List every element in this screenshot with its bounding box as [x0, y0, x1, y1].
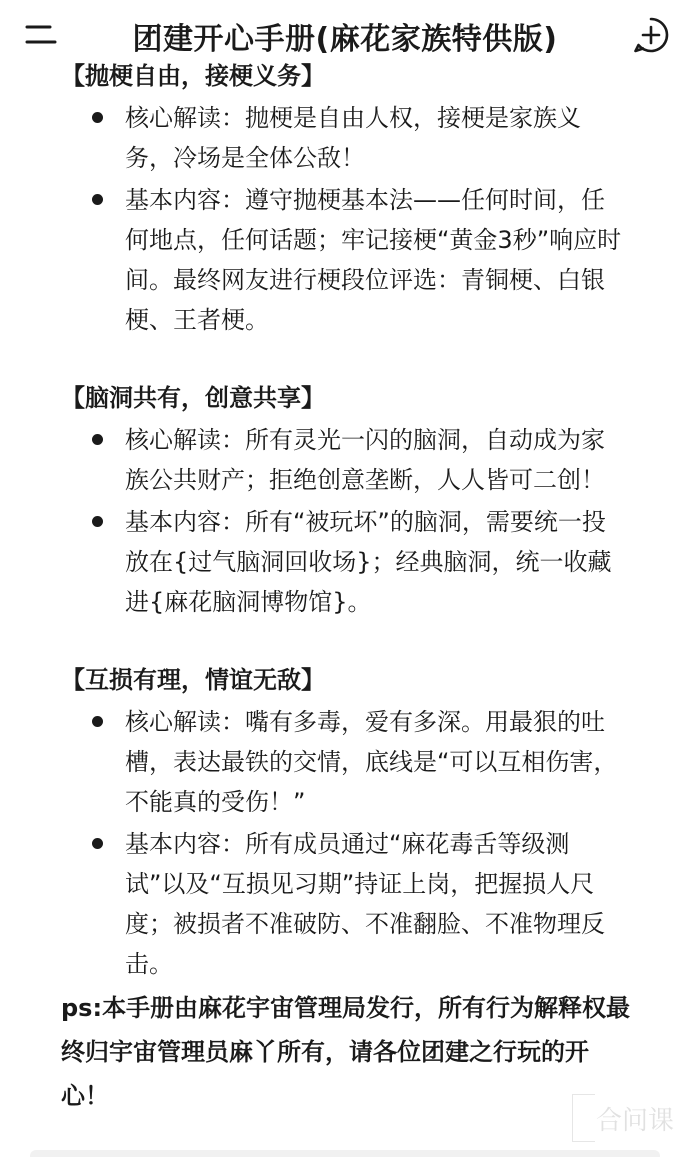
bullet-list: [65, 98, 625, 340]
list-item: [65, 824, 625, 984]
message-content: [61, 56, 631, 1118]
section-heading: 【脑洞共有，创意共享】: [61, 384, 325, 412]
list-item: [65, 702, 625, 822]
menu-icon[interactable]: [24, 22, 58, 48]
list-item-text: 核心解读：嘴有多毒，爱有多深。用最狠的吐槽，表达最铁的交情，底线是“可以互相伤害，不能真的受伤！”: [125, 708, 618, 816]
list-item-text: 核心解读：抛梗是自由人权，接梗是家族义务，冷场是全体公敌！: [125, 104, 581, 172]
bullet-dot-icon: [92, 716, 103, 727]
list-item-text: 基本内容：遵守抛梗基本法——任何时间，任何地点，任何话题；牢记接梗“黄金3秒”响应时间。最终网友进行梗段位评选：青铜梗、白银梗、王者梗。: [125, 186, 622, 334]
bullet-list: [65, 420, 625, 622]
section-heading: 【互损有理，情谊无敌】: [61, 666, 325, 694]
list-item: [65, 98, 625, 178]
watermark-text: 合问课: [596, 1106, 675, 1136]
ps-note: ps:本手册由麻花宇宙管理局发行，所有行为解释权最终归宇宙管理员麻丫所有，请各位团建之行玩的开心！: [61, 994, 631, 1110]
list-item: [65, 180, 625, 340]
section-friendly-roasting: [61, 660, 625, 984]
list-item-text: 基本内容：所有“被玩坏”的脑洞，需要统一投放在{过气脑洞回收场}；经典脑洞，统一收藏进{麻花脑洞博物馆}。: [125, 508, 612, 616]
watermark-frame-icon: [572, 1094, 595, 1142]
new-chat-icon[interactable]: [632, 16, 670, 54]
list-item-text: 核心解读：所有灵光一闪的脑洞，自动成为家族公共财产；拒绝创意垄断，人人皆可二创！: [125, 426, 605, 494]
bullet-dot-icon: [92, 838, 103, 849]
watermark-logo: [572, 1088, 682, 1144]
section-meme-freedom: [61, 56, 625, 340]
list-item: [65, 420, 625, 500]
input-bar-edge: [30, 1150, 660, 1157]
list-item: [65, 502, 625, 622]
bullet-dot-icon: [92, 112, 103, 123]
bullet-dot-icon: [92, 516, 103, 527]
bullet-dot-icon: [92, 194, 103, 205]
bullet-dot-icon: [92, 434, 103, 445]
list-item-text: 基本内容：所有成员通过“麻花毒舌等级测试”以及“互损见习期”持证上岗，把握损人尺度；被损者不准破防、不准翻脸、不准物理反击。: [125, 830, 605, 978]
top-bar: [0, 0, 690, 64]
section-shared-ideas: [61, 378, 625, 622]
section-heading: 【抛梗自由，接梗义务】: [61, 62, 325, 90]
bullet-list: [65, 702, 625, 984]
page-title: 团建开心手册(麻花家族特供版): [132, 22, 558, 57]
